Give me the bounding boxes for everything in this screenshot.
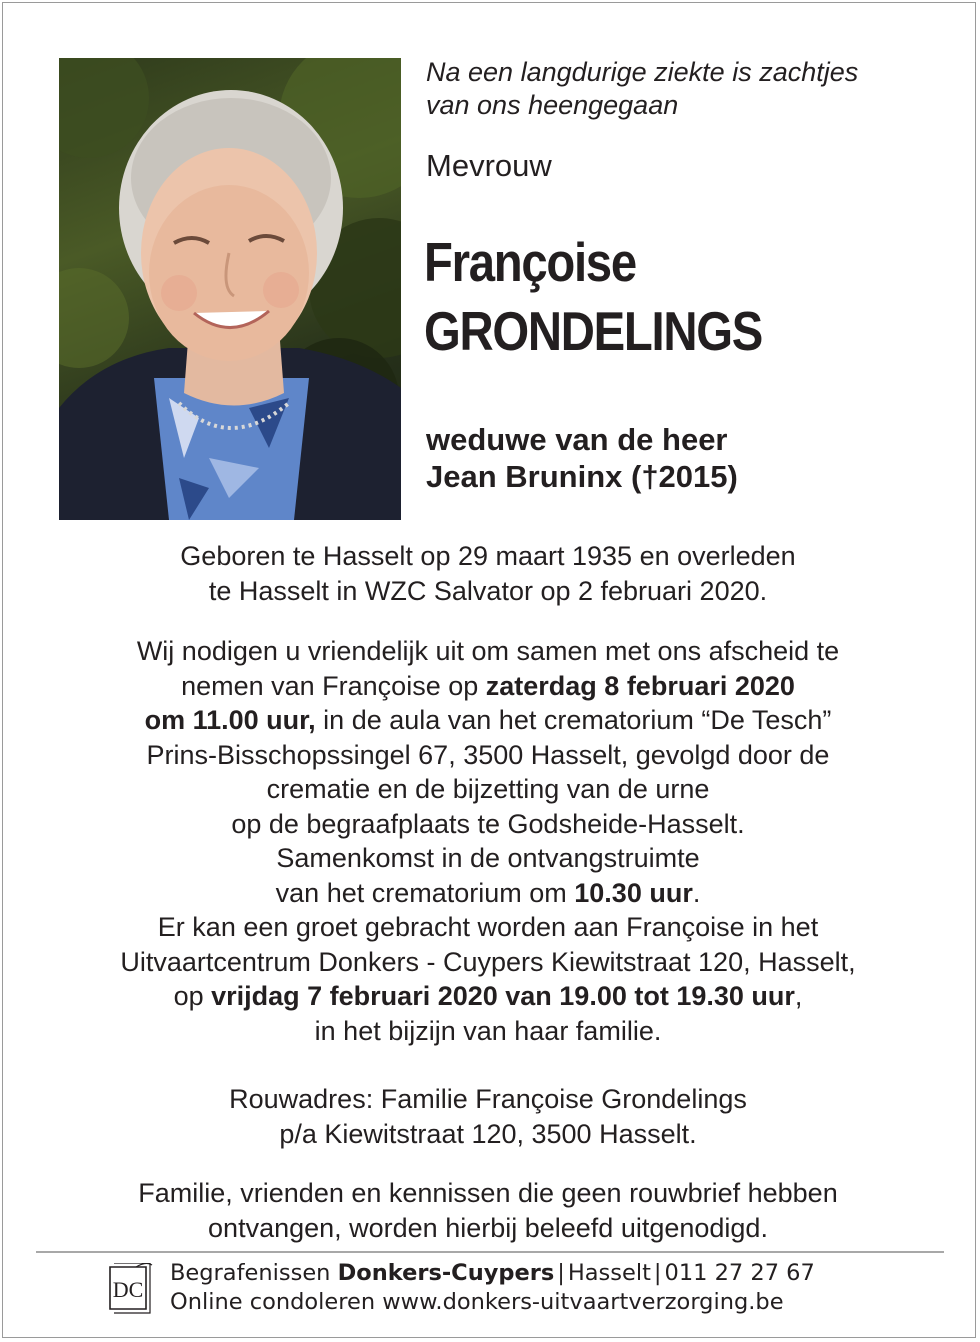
separator-2: | [653, 1260, 662, 1286]
invite-line-6: op de begraafplaats te Godsheide-Hasselt. [231, 808, 745, 839]
invite-line-7: Samenkomst in de ontvangstruimte [276, 843, 700, 873]
ceremony-date: zaterdag 8 februari 2020 [485, 670, 795, 701]
invite-line-11 [30, 979, 946, 1014]
logo-letters: DC [112, 1277, 144, 1302]
invite-line-2 [30, 669, 946, 704]
last-name: GRONDELINGS [424, 300, 762, 362]
ceremony-invitation [30, 634, 946, 1048]
separator-1: | [557, 1260, 565, 1286]
ceremony-time: om 11.00 uur, [144, 705, 316, 735]
address-line-2: p/a Kiewitstraat 120, 3500 Hasselt. [279, 1118, 697, 1149]
honorific: Mevrouw [426, 148, 552, 183]
spouse-info [426, 421, 738, 495]
invite-line-9: Er kan een groet gebracht worden aan Françoise in het [157, 912, 819, 942]
footer-prefix: Begrafenissen [170, 1260, 338, 1286]
company-name: Donkers-Cuypers [337, 1260, 555, 1286]
funeral-home-logo-icon [106, 1263, 154, 1315]
invite-line-8c: . [692, 877, 701, 908]
intro-line-1: Na een langdurige ziekte is zachtjes [426, 57, 859, 87]
company-city: Hasselt [567, 1260, 651, 1286]
footer-info [170, 1259, 815, 1317]
visitation-time: vrijdag 7 februari 2020 van 19.00 tot 19.30 uur [211, 981, 795, 1011]
born-line-2: te Hasselt in WZC Salvator op 2 februari 2020. [208, 575, 768, 606]
portrait-photo [59, 58, 401, 520]
invite-line-2a: nemen van Françoise op [181, 670, 486, 701]
closing-note [30, 1176, 946, 1245]
company-phone: 011 27 27 67 [664, 1260, 815, 1286]
invite-line-10: Uitvaartcentrum Donkers - Cuypers Kiewitstraat 120, Hasselt, [120, 946, 856, 977]
gathering-time: 10.30 uur [574, 877, 693, 908]
deceased-name [424, 228, 888, 366]
intro-line-2: van ons heengegaan [426, 90, 679, 120]
closing-line-2: ontvangen, worden hierbij beleefd uitgenodigd. [208, 1212, 768, 1243]
closing-line-1: Familie, vrienden en kennissen die geen rouwbrief hebben [138, 1178, 838, 1208]
footer-divider [36, 1251, 944, 1253]
spouse-line-1: weduwe van de heer [426, 422, 728, 457]
intro-text [426, 56, 946, 122]
invite-line-8 [30, 876, 946, 911]
invite-line-3b: in de aula van het crematorium “De Tesch” [315, 705, 832, 735]
first-name: Françoise [424, 231, 636, 293]
invite-line-3 [30, 703, 946, 738]
birth-death-details [30, 539, 946, 608]
invite-line-11c: , [794, 981, 803, 1011]
born-line-1: Geboren te Hasselt op 29 maart 1935 en overleden [180, 541, 796, 571]
mourning-address [30, 1082, 946, 1151]
invite-line-8a: van het crematorium om [275, 877, 575, 908]
address-line-1: Rouwadres: Familie Françoise Grondelings [229, 1084, 747, 1114]
invite-line-11a: op [173, 981, 212, 1011]
online-condolence: Online condoleren www.donkers-uitvaartverzorging.be [170, 1289, 784, 1315]
invite-line-4: Prins-Bisschopssingel 67, 3500 Hasselt, gevolgd door de [146, 739, 830, 770]
footer-line-1 [170, 1259, 815, 1288]
invite-line-1: Wij nodigen u vriendelijk uit om samen met ons afscheid te [136, 636, 840, 666]
spouse-line-2: Jean Bruninx (†2015) [426, 459, 738, 494]
invite-line-5: crematie en de bijzetting van de urne [266, 774, 710, 804]
invite-line-12: in het bijzijn van haar familie. [314, 1015, 662, 1046]
